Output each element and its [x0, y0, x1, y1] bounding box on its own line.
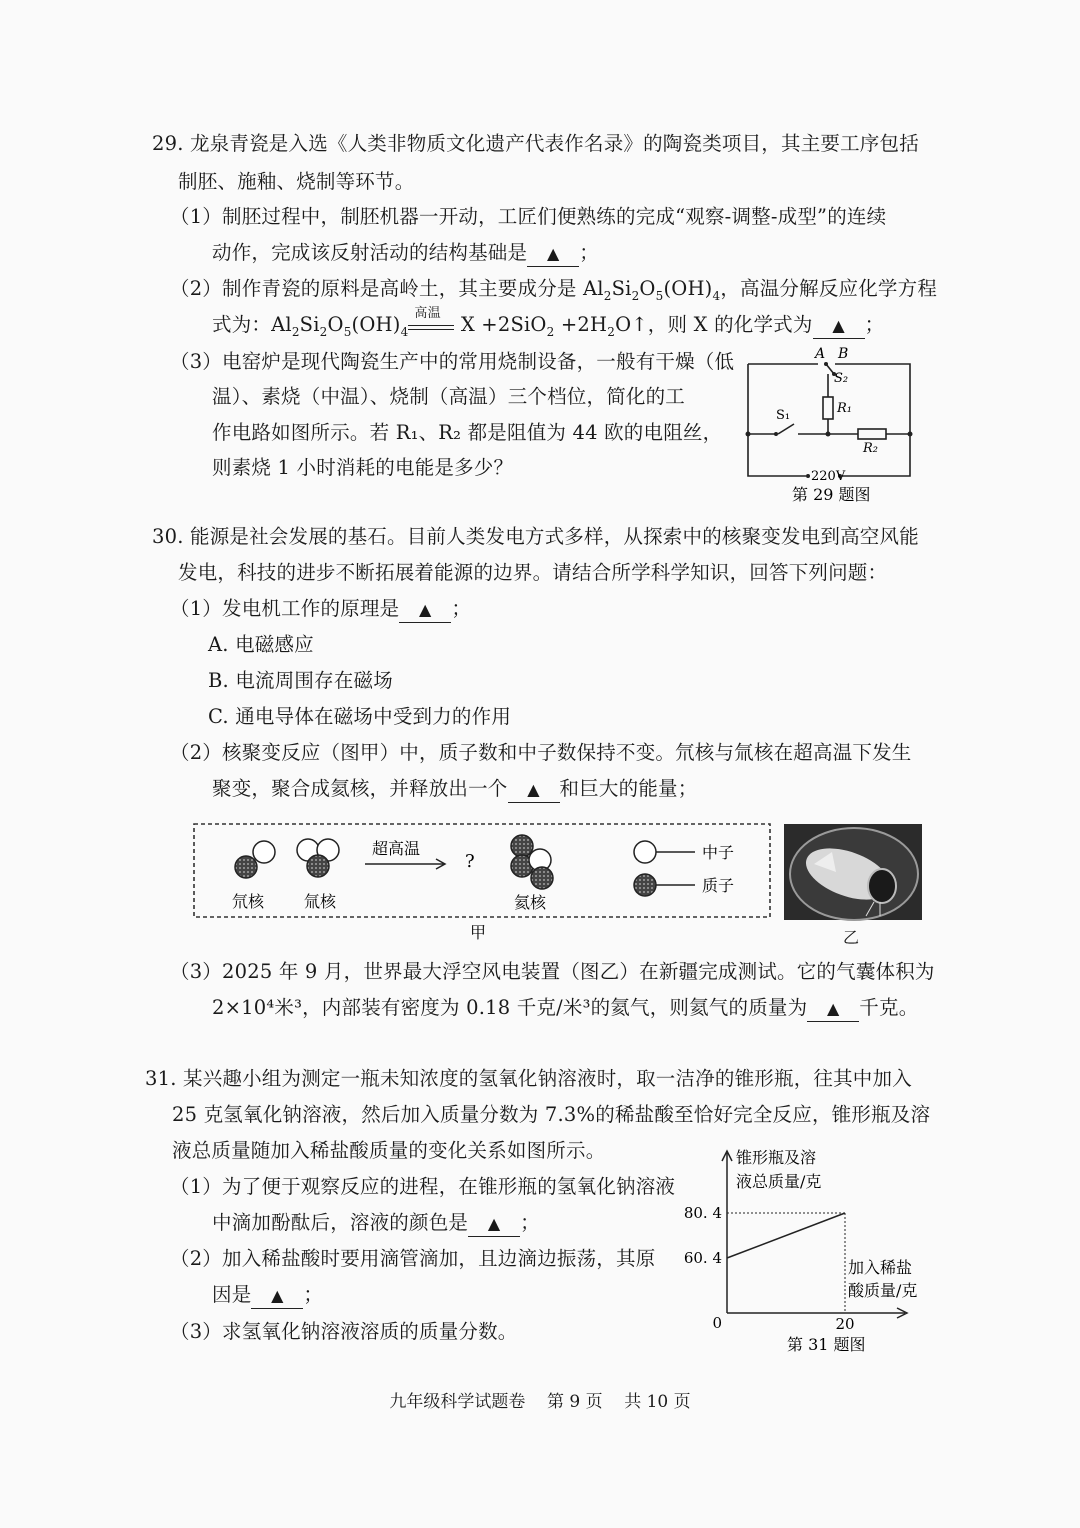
- fusion-diagram: [190, 822, 775, 944]
- q30-part1: （1）发电机工作的原理是 ▲ ；: [170, 597, 471, 623]
- high-temp-arrow: 高温: [408, 321, 454, 330]
- legend-neutron-icon: [634, 841, 656, 863]
- resistor-r1: [823, 397, 833, 419]
- q31-stem-line1: 31. 某兴趣小组为测定一瓶未知浓度的氢氧化钠溶液时，取一洁净的锥形瓶，往其中加入: [145, 1067, 912, 1090]
- deuterium-neutron: [253, 841, 275, 863]
- label-s2: S₂: [834, 371, 849, 386]
- q29-part1-text: 动作，完成该反射活动的结构基础是: [212, 241, 528, 264]
- resistor-r2: [858, 429, 886, 439]
- switch-s1-blade: [778, 424, 794, 434]
- answer-blank[interactable]: ▲: [508, 777, 560, 803]
- q29-part3-line3: 作电路如图所示。若 R₁、R₂ 都是阻值为 44 欧的电阻丝，: [212, 421, 723, 444]
- fig29-caption: 第 29 题图: [792, 485, 871, 504]
- q30-part3-line1: （3）2025 年 9 月，世界最大浮空风电装置（图乙）在新疆完成测试。它的气囊体积为: [170, 960, 935, 983]
- q30-stem-line2: 发电，科技的进步不断拓展着能源的边界。请结合所学科学知识，回答下列问题：: [178, 561, 888, 584]
- x-label-line1: 加入稀盐: [848, 1258, 913, 1277]
- q30-stem-line1: 30. 能源是社会发展的基石。目前人类发电方式多样，从探索中的核聚变发电到高空风能: [152, 525, 919, 548]
- y-label-line1: 锥形瓶及溶: [736, 1148, 817, 1167]
- q31-part1-line2: 中滴加酚酞后，溶液的颜色是 ▲ ；: [212, 1211, 540, 1237]
- x-label-line2: 酸质量/克: [848, 1281, 918, 1300]
- q31-stem-line2: 25 克氢氧化钠溶液，然后加入质量分数为 7.3%的稀盐酸至恰好完全反应，锥形瓶及溶: [172, 1103, 931, 1126]
- page-footer: 九年级科学试题卷 第 9 页 共 10 页: [389, 1392, 691, 1412]
- q31-chart: [683, 1143, 940, 1358]
- label-r1: R₁: [837, 401, 852, 416]
- answer-blank[interactable]: ▲: [813, 313, 865, 339]
- q29-part1-line1: （1）制胚过程中，制胚机器一开动，工匠们便熟练的完成“观察-调整-成型”的连续: [170, 205, 887, 228]
- q31-part2-line2: 因是 ▲ ；: [212, 1283, 323, 1309]
- dashed-frame: [194, 824, 770, 917]
- q29-stem-line2: 制胚、施釉、烧制等环节。: [178, 170, 415, 193]
- q31-part1-line1: （1）为了便于观察反应的进程，在锥形瓶的氢氧化钠溶液: [170, 1175, 676, 1198]
- q29-part3-line4: 则素烧 1 小时消耗的电能是多少？: [212, 456, 514, 479]
- q30-part3-line2: 2×10⁴米³，内部装有密度为 0.18 千克/米³的氦气，则氦气的质量为 ▲ 千克。: [212, 996, 918, 1022]
- label-b: B: [838, 346, 849, 362]
- caption-yi: 乙: [843, 928, 860, 947]
- q29-part1-line2: 动作，完成该反射活动的结构基础是 ▲ ；: [212, 241, 599, 267]
- option-a: A. 电磁感应: [208, 633, 314, 656]
- legend-proton: 质子: [702, 876, 735, 895]
- answer-blank[interactable]: ▲: [468, 1211, 520, 1237]
- q31-part3: （3）求氢氧化钠溶液溶质的质量分数。: [170, 1320, 518, 1343]
- legend-proton-icon: [634, 874, 656, 896]
- helium-label: 氦核: [514, 893, 547, 912]
- data-line: [727, 1213, 845, 1258]
- y-label-line2: 液总质量/克: [736, 1172, 822, 1191]
- label-r2: R₂: [863, 441, 878, 456]
- q29-part2-line2: 式为：$Al_2Si_2O_5(OH)_4$ 高温 $X +2SiO_2 +2H_2O↑$，则 X 的化学式为 ▲ ；: [212, 306, 885, 339]
- airborne-wind-turbine-photo: [784, 824, 922, 920]
- caption-jia: 甲: [470, 923, 487, 942]
- arrow-label: 超高温: [372, 839, 421, 858]
- question-mark: ?: [465, 851, 475, 872]
- deuterium-proton: [235, 856, 257, 878]
- y-tick-label: 80. 4: [683, 1204, 722, 1222]
- q29-part3-line2: 温）、素烧（中温）、烧制（高温）三个档位，简化的工: [212, 385, 686, 408]
- q31-part2-line1: （2）加入稀盐酸时要用滴管滴加，且边滴边振荡，其原: [170, 1247, 656, 1270]
- q30-part2-line2: 聚变，聚合成氦核，并释放出一个 ▲ 和巨大的能量；: [212, 777, 697, 803]
- circuit-diagram: [730, 342, 930, 507]
- q29-part2-line1: （2）制作青瓷的原料是高岭土，其主要成分是 $Al_2Si_2O_5(OH)_4$，高温分解反应化学方程: [170, 277, 938, 303]
- fig31-caption: 第 31 题图: [787, 1335, 866, 1354]
- q30-part2-line1: （2）核聚变反应（图甲）中，质子数和中子数保持不变。氘核与氚核在超高温下发生: [170, 741, 912, 764]
- answer-blank[interactable]: ▲: [251, 1283, 303, 1309]
- answer-blank[interactable]: ▲: [399, 597, 451, 623]
- wire-left-bottom: [748, 434, 806, 476]
- option-b: B. 电流周围存在磁场: [208, 669, 393, 692]
- y-tick-label: 60. 4: [683, 1249, 722, 1267]
- legend-neutron: 中子: [702, 843, 735, 862]
- deuterium-label: 氘核: [232, 892, 265, 911]
- q29-stem-line1: 29. 龙泉青瓷是入选《人类非物质文化遗产代表作名录》的陶瓷类项目，其主要工序包括: [152, 132, 919, 155]
- q29-part3-line1: （3）电窑炉是现代陶瓷生产中的常用烧制设备，一般有干燥（低: [170, 350, 735, 373]
- x-tick-label: 20: [835, 1315, 855, 1333]
- tritium-proton: [307, 855, 329, 877]
- label-a: A: [815, 346, 826, 362]
- tritium-label: 氚核: [304, 892, 337, 911]
- option-c: C. 通电导体在磁场中受到力的作用: [208, 705, 512, 728]
- label-s1: S₁: [776, 408, 791, 423]
- origin-label: 0: [712, 1314, 722, 1332]
- answer-blank[interactable]: ▲: [807, 996, 859, 1022]
- q31-stem-line3: 液总质量随加入稀盐酸质量的变化关系如图所示。: [172, 1139, 606, 1162]
- label-voltage: 220V: [811, 469, 846, 484]
- answer-blank[interactable]: ▲: [527, 241, 579, 267]
